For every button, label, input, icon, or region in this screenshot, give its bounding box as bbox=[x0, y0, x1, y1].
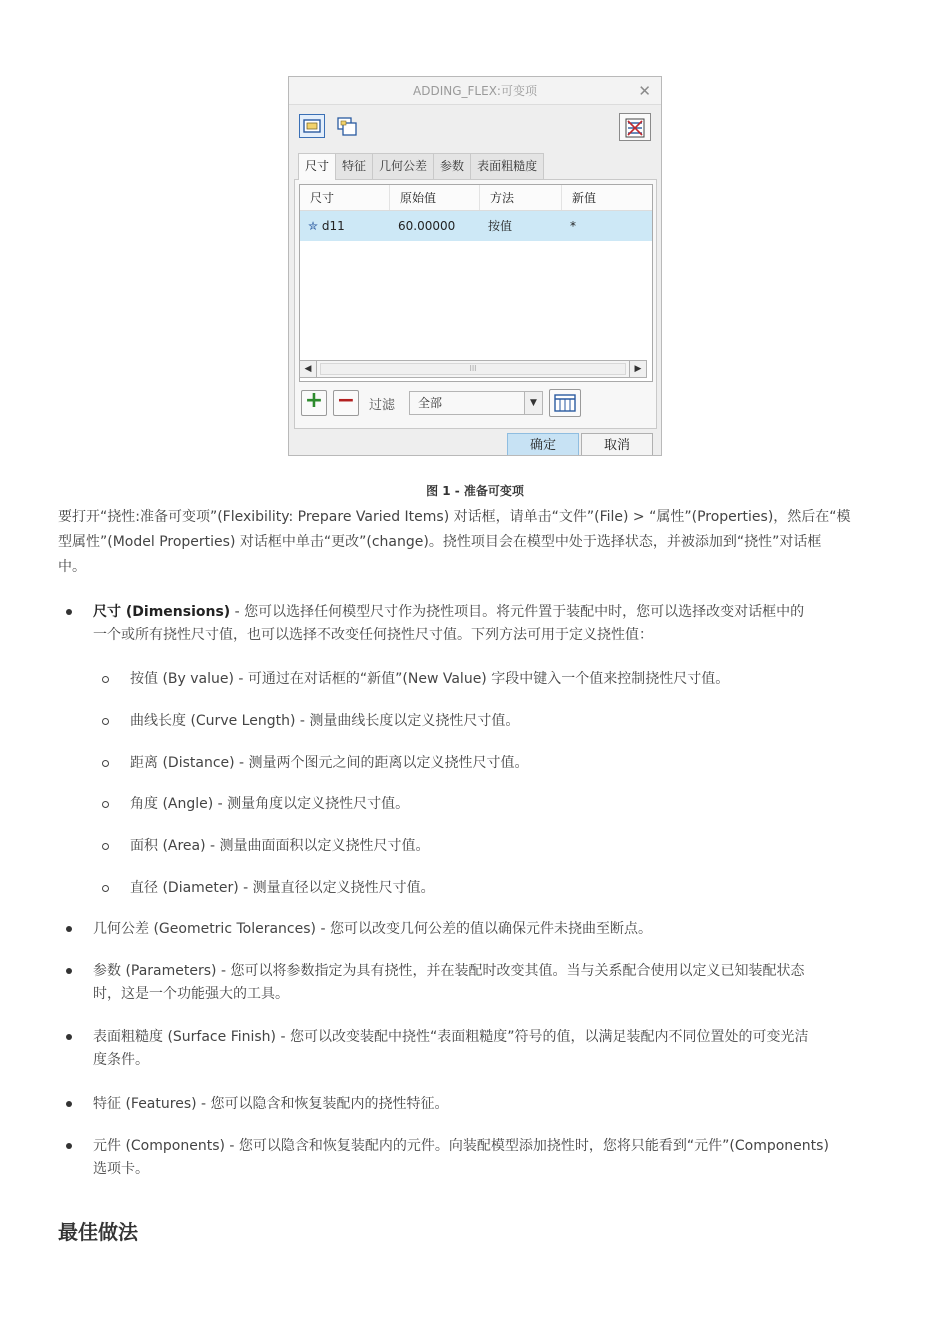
list-item-components bbox=[93, 1135, 895, 1181]
bullet-dot bbox=[66, 968, 72, 974]
filter-label: 过滤 bbox=[369, 398, 396, 413]
item-line: 特征 (Features) - 您可以隐含和恢复装配内的挠性特征。 bbox=[93, 1096, 449, 1112]
horizontal-scrollbar[interactable] bbox=[299, 360, 647, 378]
method-item: 面积 (Area) - 测量曲面面积以定义挠性尺寸值。 bbox=[130, 838, 430, 854]
method-item: 按值 (By value) - 可通过在对话框的“新值”(New Value) 字段中键入一个值来控制挠性尺寸值。 bbox=[130, 671, 730, 687]
bullet-dot bbox=[66, 1143, 72, 1149]
item-line: 选项卡。 bbox=[93, 1161, 149, 1177]
figure-caption: 图 1 - 准备可变项 bbox=[426, 484, 524, 498]
cell-new-value[interactable]: * bbox=[570, 219, 576, 233]
plus-icon: + bbox=[304, 388, 324, 413]
list-item-features bbox=[93, 1093, 895, 1116]
sub-bullet-circle bbox=[102, 676, 109, 683]
method-item: 直径 (Diameter) - 测量直径以定义挠性尺寸值。 bbox=[130, 880, 435, 896]
cancel-button[interactable]: 取消 bbox=[581, 433, 653, 456]
dimensions-line-2: 一个或所有挠性尺寸值，也可以选择不改变任何挠性尺寸值。下列方法可用于定义挠性值： bbox=[93, 627, 653, 643]
sub-bullet-circle bbox=[102, 760, 109, 767]
bullet-dot bbox=[66, 609, 72, 615]
dimension-star-icon: ✮ bbox=[308, 219, 319, 233]
dimensions-term: 尺寸 (Dimensions) bbox=[93, 604, 231, 620]
filter-select[interactable] bbox=[409, 391, 543, 415]
ok-button[interactable]: 确定 bbox=[507, 433, 579, 456]
scroll-thumb[interactable]: III bbox=[320, 363, 626, 375]
item-line: 时，这是一个功能强大的工具。 bbox=[93, 986, 289, 1002]
sub-bullet-circle bbox=[102, 718, 109, 725]
cell-dimension bbox=[300, 211, 390, 241]
list-item-parameters bbox=[93, 960, 895, 1006]
dialog-tabs bbox=[298, 153, 543, 179]
flex-dialog-screenshot bbox=[288, 76, 662, 456]
scroll-left-icon[interactable]: ◀ bbox=[299, 360, 317, 378]
method-item: 角度 (Angle) - 测量角度以定义挠性尺寸值。 bbox=[130, 796, 410, 812]
intro-line: 中。 bbox=[58, 559, 86, 575]
table-columns-icon bbox=[550, 390, 580, 416]
column-header-method[interactable]: 方法 bbox=[480, 185, 562, 210]
tab-panel bbox=[294, 179, 657, 429]
bullet-dot bbox=[66, 1034, 72, 1040]
filter-select-value: 全部 bbox=[418, 396, 443, 410]
add-item-button[interactable] bbox=[301, 390, 327, 416]
close-icon[interactable]: ✕ bbox=[638, 82, 651, 100]
item-line: 元件 (Components) - 您可以隐含和恢复装配内的元件。向装配模型添加挠性时，您将只能看到“元件”(Components) bbox=[93, 1138, 829, 1154]
item-line: 度条件。 bbox=[93, 1052, 149, 1068]
dialog-titlebar bbox=[289, 77, 661, 105]
tab-parameters[interactable]: 参数 bbox=[433, 153, 471, 179]
varied-items-table bbox=[299, 184, 653, 382]
dialog-toolbar bbox=[289, 105, 661, 149]
cell-original-value: 60.00000 bbox=[398, 219, 456, 233]
column-settings-button[interactable] bbox=[549, 389, 581, 417]
intro-line: 型属性”(Model Properties) 对话框中单击“更改”(change)。挠性项目会在模型中处于选择状态，并被添加到“挠性”对话框 bbox=[58, 534, 822, 550]
item-line: 几何公差 (Geometric Tolerances) - 您可以改变几何公差的值以确保元件未挠曲至断点。 bbox=[93, 921, 652, 937]
tab-surface-finish[interactable]: 表面粗糙度 bbox=[470, 153, 544, 179]
tab-features[interactable]: 特征 bbox=[335, 153, 373, 179]
filter-row bbox=[301, 388, 653, 418]
intro-line: 要打开“挠性:准备可变项”(Flexibility: Prepare Varied Items) 对话框，请单击“文件”(File) > “属性”(Properties)，然后在“模 bbox=[58, 509, 851, 525]
list-item-surface-finish bbox=[93, 1026, 895, 1072]
dimensions-desc: - 您可以选择任何模型尺寸作为挠性项目。将元件置于装配中时，您可以选择改变对话框中的 bbox=[230, 604, 805, 620]
item-line: 参数 (Parameters) - 您可以将参数指定为具有挠性，并在装配时改变其值。当与关系配合使用以定义已知装配状态 bbox=[93, 963, 805, 979]
column-header-new-value[interactable]: 新值 bbox=[572, 191, 597, 205]
bullet-dot bbox=[66, 926, 72, 932]
scroll-right-icon[interactable]: ▶ bbox=[629, 360, 647, 378]
chevron-down-icon[interactable]: ▼ bbox=[524, 392, 542, 414]
cell-dimension-name: d11 bbox=[321, 219, 345, 233]
minus-icon: − bbox=[336, 388, 356, 413]
method-item: 曲线长度 (Curve Length) - 测量曲线长度以定义挠性尺寸值。 bbox=[130, 713, 520, 729]
tab-dimensions[interactable]: 尺寸 bbox=[298, 153, 336, 180]
method-item: 距离 (Distance) - 测量两个图元之间的距离以定义挠性尺寸值。 bbox=[130, 755, 529, 771]
sub-bullet-circle bbox=[102, 843, 109, 850]
intro-paragraph bbox=[58, 505, 896, 580]
cell-method[interactable]: 按值 bbox=[488, 219, 513, 233]
item-line: 表面粗糙度 (Surface Finish) - 您可以改变装配中挠性“表面粗糙度”符号的值，以满足装配内不同位置处的可变光洁 bbox=[93, 1029, 809, 1045]
table-row[interactable] bbox=[300, 211, 652, 241]
bullet-dot bbox=[66, 1101, 72, 1107]
dialog-title: ADDING_FLEX:可变项 bbox=[413, 84, 537, 98]
section-heading: 最佳做法 bbox=[58, 1220, 138, 1244]
table-view-icon[interactable] bbox=[299, 114, 325, 138]
table-header bbox=[300, 185, 652, 211]
tab-geometric-tolerances[interactable]: 几何公差 bbox=[372, 153, 434, 179]
sub-bullet-circle bbox=[102, 801, 109, 808]
column-header-original[interactable]: 原始值 bbox=[390, 185, 480, 210]
scroll-track[interactable] bbox=[317, 360, 629, 378]
column-header-dimension[interactable]: 尺寸 bbox=[300, 185, 390, 210]
window-view-icon[interactable] bbox=[333, 114, 359, 138]
remove-all-icon[interactable] bbox=[619, 113, 651, 141]
sub-bullet-circle bbox=[102, 885, 109, 892]
list-item-geometric-tolerances bbox=[93, 918, 895, 941]
dimensions-line bbox=[93, 601, 895, 624]
list-item-dimensions bbox=[93, 601, 895, 647]
remove-item-button[interactable] bbox=[333, 390, 359, 416]
